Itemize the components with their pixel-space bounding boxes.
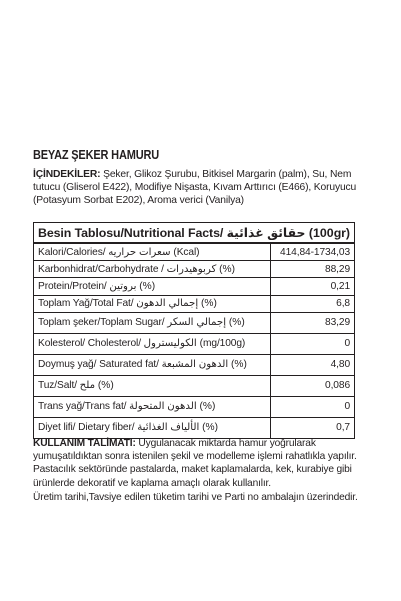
nutrition-row-salt [34,375,355,396]
production-info: Üretim tarihi,Tavsiye edilen tüketim tarihi ve Parti no ambalajın üzerindedir. [33,491,358,503]
nutrient-name: Protein/Protein/ بروتين (%) [34,278,271,295]
usage-text: Uygulanacak miktarda hamur yoğrularak yumuşatıldıktan sonra istenilen şekil ve modelleme işlemi rahatlıkla yapılır. Pastacılık sektöründe pastalarda, maket kaplamalarda, kek, kurabiye gibi ürünlerde dekoratif ve kaplama amaçlı olarak kullanılır. [33,438,357,489]
nutrient-name: Kalori/Calories/ سعرات حراريه (Kcal) [34,243,271,261]
nutrient-value: 0 [271,396,355,417]
nutrient-name: Kolesterol/ Cholesterol/ الكوليسترول (mg/100g) [34,333,271,354]
nutrient-value: 83,29 [271,312,355,333]
nutrition-row-saturated-fat [34,354,355,375]
product-label [33,148,373,208]
nutrient-value: 414,84-1734,03 [271,243,355,261]
ingredients-label: İÇİNDEKİLER: [33,169,101,180]
nutrient-value: 88,29 [271,261,355,278]
nutrition-row-dietary-fiber [34,417,355,438]
ingredients-list: Şeker, Glikoz Şurubu, Bitkisel Margarin (palm), Su, Nem tutucu (Gliserol E422), Modifiye Nişasta, Kıvam Arttırıcı (E466), Koruyucu (Potasyum Sorbat E202), Aroma verici (Vanilya) [33,169,357,207]
nutrition-row-sugar [34,312,355,333]
nutrient-value: 0,086 [271,375,355,396]
nutrient-value: 0,7 [271,417,355,438]
nutrient-name: Toplam şeker/Toplam Sugar/ إجمالي السكر (%) [34,312,271,333]
nutrient-name: Diyet lifi/ Dietary fiber/ الألياف الغذائية (%) [34,417,271,438]
nutrition-row-trans-fat [34,396,355,417]
nutrient-value: 0 [271,333,355,354]
nutrient-name: Toplam Yağ/Total Fat/ إجمالي الدهون (%) [34,295,271,312]
nutrient-name: Tuz/Salt/ ملح (%) [34,375,271,396]
nutrient-value: 0,21 [271,278,355,295]
nutrition-row-calories [34,243,355,261]
nutrient-name: Karbonhidrat/Carbohydrate / كربوهيدرات (%) [34,261,271,278]
nutrition-row-total-fat [34,295,355,312]
nutrition-row-cholesterol [34,333,355,354]
nutrition-row-protein [34,278,355,295]
nutrition-table [33,222,355,439]
usage-instructions [33,437,373,504]
nutrient-name: Doymuş yağ/ Saturated fat/ الدهون المشبعة (%) [34,354,271,375]
product-title: BEYAZ ŞEKER HAMURU [33,148,160,162]
nutrient-name: Trans yağ/Trans fat/ الدهون المتحولة (%) [34,396,271,417]
nutrition-row-carbohydrate [34,261,355,278]
ingredients-text [33,168,373,208]
nutrition-table-header: Besin Tablosu/Nutritional Facts/ حقائق غذائية (100gr) [34,223,355,244]
nutrient-value: 4,80 [271,354,355,375]
usage-paragraph [33,437,373,490]
nutrient-value: 6,8 [271,295,355,312]
usage-label: KULLANIM TALİMATI: [33,438,136,449]
